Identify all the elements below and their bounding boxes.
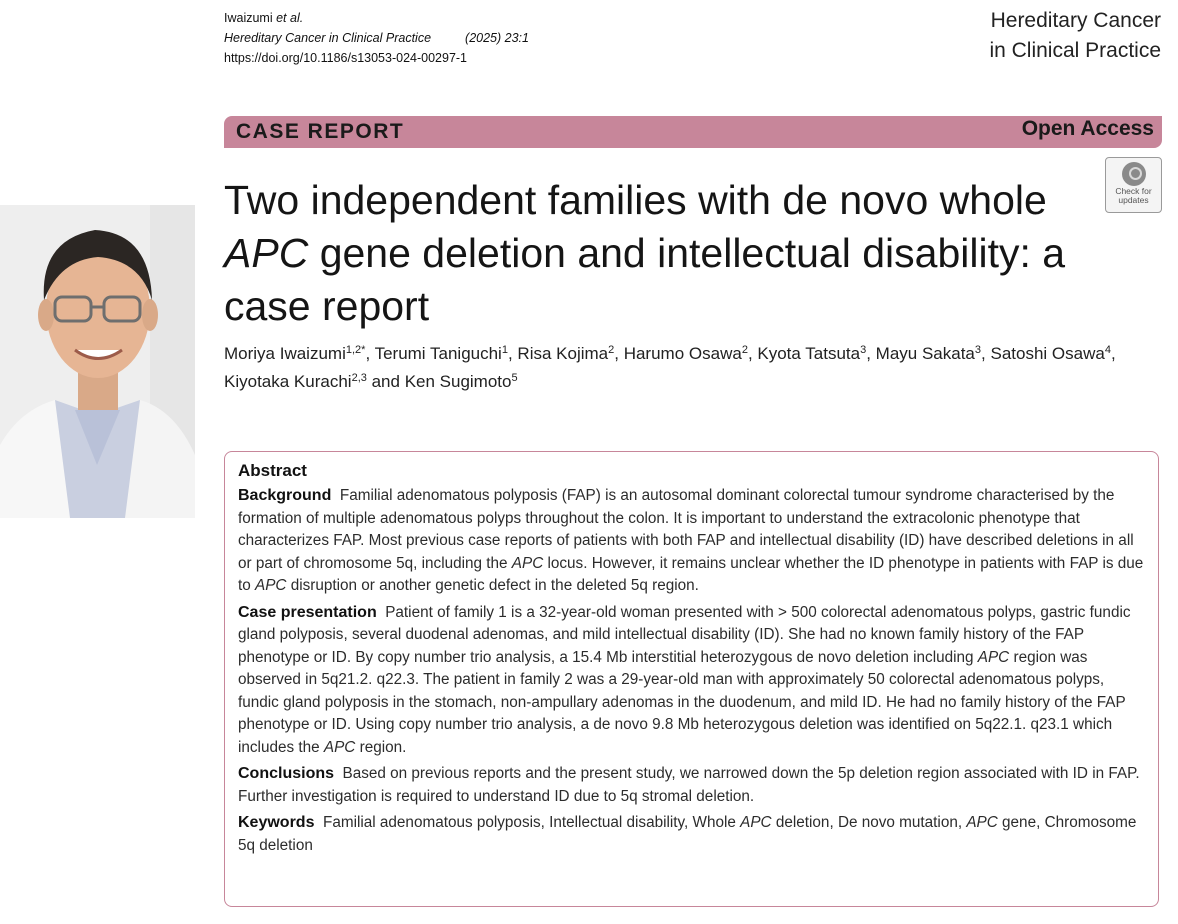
conclusions-text: Based on previous reports and the present study, we narrowed down the 5p deletion region associated with ID in FAP. Further investigation is required to understand ID due to 5q stromal deletion. — [238, 765, 1140, 805]
check-updates-line2: updates — [1118, 195, 1149, 205]
keywords-text-1: Familial adenomatous polyposis, Intellectual disability, Whole — [322, 814, 741, 831]
meta-journal: Hereditary Cancer in Clinical Practice — [224, 31, 432, 45]
author-name: Ken Sugimoto — [404, 372, 512, 391]
meta-year-volume: (2025) 23:1 — [465, 31, 529, 45]
check-for-updates-badge[interactable] — [1105, 157, 1162, 213]
author-affiliation: 3 — [860, 344, 867, 356]
author-name: Kyota Tatsuta — [757, 344, 861, 363]
article-type-label: CASE REPORT — [236, 120, 405, 143]
author-name: Risa Kojima — [517, 344, 609, 363]
case-gene-2: APC — [323, 738, 356, 756]
journal-name-line1: Hereditary Cancer — [990, 9, 1161, 32]
background-text-1: Familial adenomatous polyposis (FAP) is an autosomal dominant colorectal tumour syndrome characterised by the formation of multiple adenomatous polyps throughout the colon. It is important to understand the extracolonic phenotype that characterizes FAP. Most previous case reports of patients with both FAP and intellectual disability (ID) have described deletions in all or part of chromosome 5q, including the — [238, 487, 1134, 572]
keywords-text-2: deletion, De novo mutation, — [771, 814, 967, 831]
author-affiliation: 2 — [741, 344, 748, 356]
author-affiliation: 2 — [608, 344, 615, 356]
keywords-label: Keywords — [238, 814, 315, 831]
title-part1: Two independent families with de novo whole — [224, 177, 1047, 223]
article-title — [224, 174, 1084, 333]
meta-author: Iwaizumi — [224, 11, 273, 25]
abstract-heading: Abstract — [238, 461, 307, 480]
keywords-gene-2: APC — [966, 814, 998, 831]
author-affiliation: 3 — [974, 344, 982, 356]
author-affiliation: 2,3 — [351, 372, 367, 384]
article-type-banner — [224, 116, 1162, 148]
case-text-3: region. — [355, 738, 407, 756]
background-gene-2: APC — [255, 577, 287, 594]
author-name: Harumo Osawa — [623, 344, 742, 363]
keywords-gene-1: APC — [740, 814, 772, 831]
author-name: Mayu Sakata — [875, 344, 975, 363]
author-affiliation: 5 — [511, 372, 518, 384]
abstract-background — [238, 485, 1145, 598]
journal-name-line2: in Clinical Practice — [989, 39, 1161, 62]
case-gene-1: APC — [977, 648, 1010, 666]
background-text-3: disruption or another genetic defect in the deleted 5q region. — [286, 577, 699, 594]
title-gene: APC — [224, 230, 309, 276]
check-updates-icon — [1122, 162, 1146, 186]
case-text-2: region was observed in 5q21.2. q22.3. The patient in family 2 was a 29-year-old man with approximately 50 colorectal adenomatous polyps, fundic gland polyposis in the stomach, non-ampullary adenomas in the duodenum, and mild ID. He had no family history of the FAP phenotype or ID. Using copy number trio analysis, a de novo 9.8 Mb heterozygous deletion was identified on 5q22.1. q23.1 which includes the — [238, 648, 1126, 756]
background-gene-1: APC — [511, 554, 544, 572]
author-name: Moriya Iwaizumi — [224, 344, 346, 363]
abstract-box — [224, 451, 1159, 907]
case-label: Case presentation — [238, 603, 377, 621]
author-name: Kiyotaka Kurachi — [224, 372, 352, 391]
open-access-label: Open Access — [1021, 117, 1154, 140]
title-part2: gene deletion and intellectual disability: a case report — [224, 230, 1066, 329]
author-affiliation: 1 — [501, 344, 508, 356]
journal-name — [989, 6, 1161, 66]
article-meta — [224, 8, 529, 68]
abstract-conclusions — [238, 763, 1145, 808]
abstract-case-presentation — [238, 602, 1145, 760]
abstract-keywords — [238, 812, 1145, 857]
author-affiliation: 1,2* — [345, 344, 366, 356]
author-portrait-photo — [0, 205, 195, 518]
author-affiliation: 4 — [1104, 344, 1111, 356]
background-label: Background — [238, 487, 332, 504]
author-name: Terumi Taniguchi — [374, 344, 502, 363]
keywords-text-3: gene, Chromosome 5q deletion — [238, 814, 1137, 854]
check-updates-line1: Check for — [1115, 186, 1152, 196]
meta-doi-link[interactable]: https://doi.org/10.1186/s13053-024-00297-1 — [224, 51, 468, 65]
case-text-1: Patient of family 1 is a 32-year-old woman presented with > 500 colorectal adenomatous polyps, gastric fundic gland polyposis, several duodenal adenomas, and mild intellectual disability (ID). She had no known family history of the FAP phenotype or ID. By copy number trio analysis, a 15.4 Mb interstitial heterozygous de novo deletion including — [238, 603, 1131, 666]
author-name: Satoshi Osawa — [990, 344, 1105, 363]
author-list: Moriya Iwaizumi$^{1,2*}$, Terumi Taniguchi$^1$, Risa Kojima$^2$, Harumo Osawa$^2$, Kyota Tatsuta$^3$, Mayu Sakata$^3$, Satoshi Osawa$^4$, Kiyotaka Kurachi$^{2,3}$ and Ken Sugimoto$^5$ — [224, 344, 1116, 391]
conclusions-label: Conclusions — [238, 765, 335, 782]
background-text-2: locus. However, it remains unclear whether the ID phenotype in patients with FAP is due to — [238, 554, 1144, 594]
meta-etal: et al. — [272, 11, 304, 25]
